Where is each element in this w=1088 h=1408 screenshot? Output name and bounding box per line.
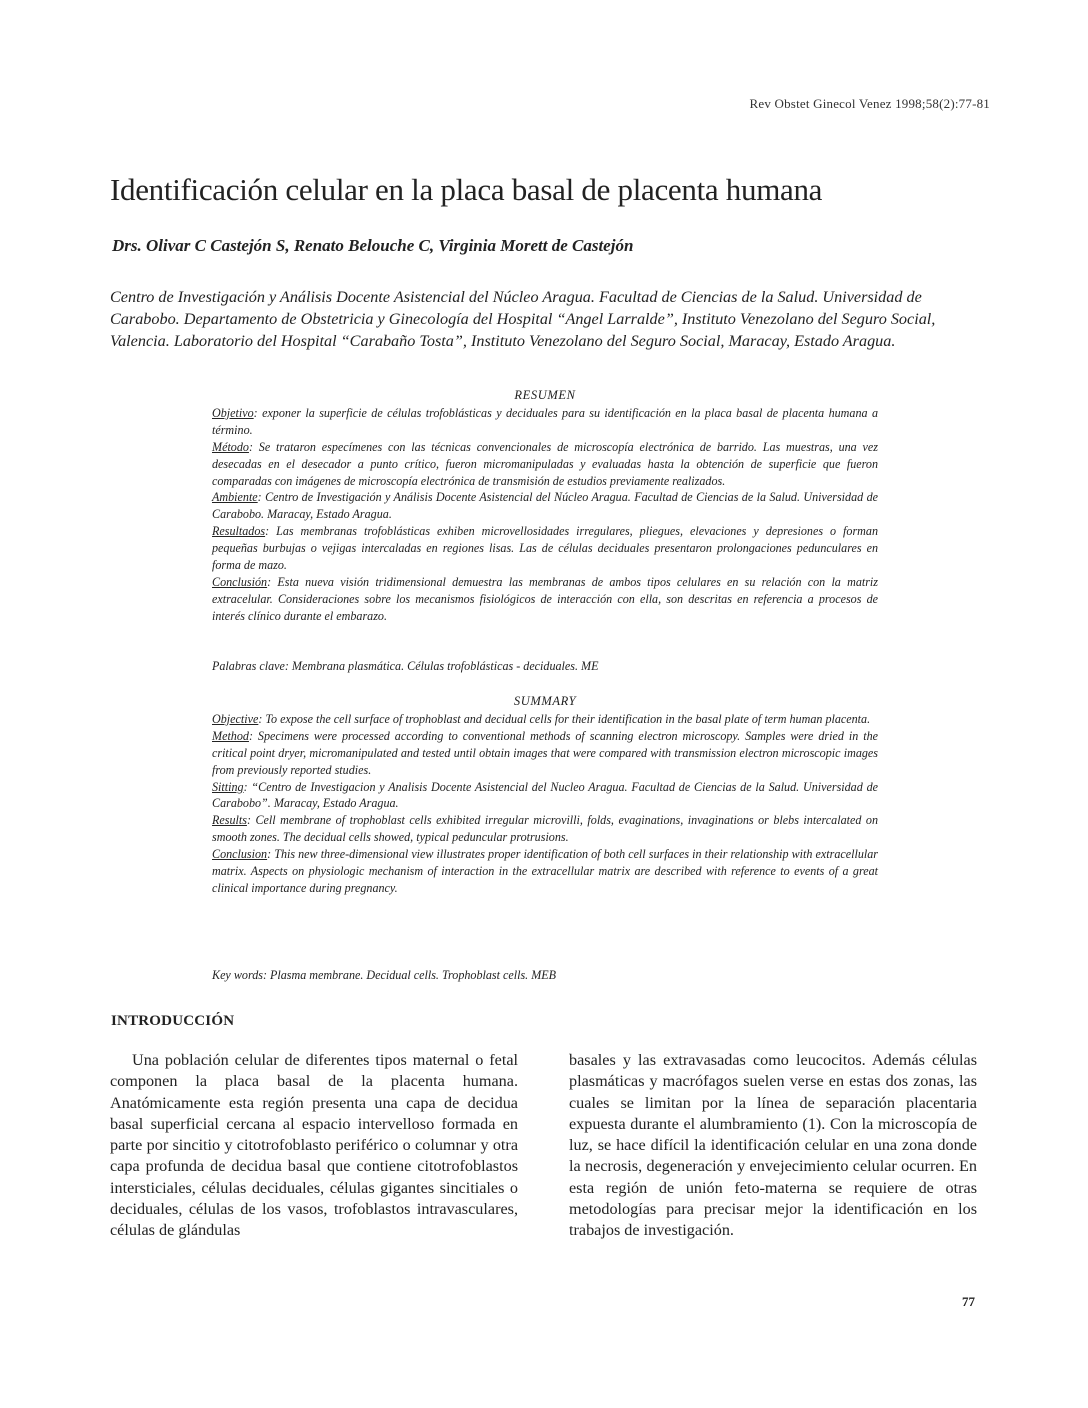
resumen-keywords: Palabras clave: Membrana plasmática. Células trofoblásticas - deciduales. ME (212, 659, 599, 673)
summary-results-label: Results (212, 813, 247, 828)
resumen-resultados-label: Resultados (212, 524, 266, 539)
resumen-objetivo (212, 405, 878, 439)
article-title: Identificación celular en la placa basal de placenta humana (110, 172, 823, 207)
resumen-objetivo-text: : exponer la superficie de células trofoblásticas y deciduales para su identificación en la placa basal de placenta humana a término. (212, 405, 878, 437)
summary-method-label: Method (212, 728, 249, 743)
summary-conclusion-text: : This new three-dimensional view illustrates proper identification of both cell surfaces in their relationship with extracellular matrix. Aspects on physiologic mechanism of interaction in the extracellular matrix are described with reference to events of a great clinical importance during pregnancy. (212, 847, 878, 895)
summary-block (212, 693, 878, 897)
summary-results (212, 812, 878, 846)
summary-conclusion-label: Conclusion (212, 847, 268, 862)
introduction-left-column: Una población celular de diferentes tipos maternal o fetal componen la placa basal de la placenta humana. Anatómicamente esta región presenta una capa de decidua basal superficial cercana al espacio intervelloso formada en parte por sincitio y citotrofoblasto periférico o columnar y otra capa profunda de decidua basal que contiene citotrofoblastos intersticiales, células deciduales, células gigantes sincitiales o deciduales, células de los vasos, trofoblastos intravasculares, células de glándulas (110, 1051, 518, 1240)
resumen-ambiente-label: Ambiente (212, 490, 258, 505)
summary-sitting-text: : “Centro de Investigacion y Analisis Docente Asistencial del Nucleo Aragua. Facultad de Ciencias de la Salud. Universidad de Carabobo”. Maracay, Estado Aragua. (212, 779, 878, 811)
summary-method-text: : Specimens were processed according to conventional methods of scanning electron microscopy. Samples were dried in the critical point dryer, micromanipulated and tested until obtain images that were compared with transmission electron microscopic images from previously reported studies. (212, 728, 878, 777)
resumen-conclusion-text: : Esta nueva visión tridimensional demuestra las membranas de ambos tipos celulares en su relación con la matriz extracelular. Consideraciones sobre los mecanismos fisiológicos de interacción con ella, son descritas en referencia a procesos de interés clínico durante el embarazo. (212, 574, 878, 623)
summary-sitting (212, 779, 878, 813)
resumen-heading: RESUMEN (514, 388, 576, 402)
summary-objective-text: : To expose the cell surface of trophoblast and decidual cells for their identification in the basal plate of term human placenta. (258, 711, 871, 726)
page-number: 77 (962, 1294, 975, 1309)
resumen-resultados-text: : Las membranas trofoblásticas exhiben microvellosidades irregulares, pliegues, elevaciones y depresiones o forman pequeñas burbujas o vejigas intercaladas en regiones lisas. Las de células deciduales presentaron prolongaciones pedunculares en forma de mazo. (212, 524, 878, 573)
summary-results-text: : Cell membrane of trophoblast cells exhibited irregular microvilli, folds, evaginations, invaginations or blebs intercalated on smooth zones. The decidual cells showed, typical peduncular protrusions. (212, 813, 878, 845)
resumen-ambiente (212, 489, 878, 523)
summary-heading: SUMMARY (513, 694, 577, 708)
summary-keywords: Key words: Plasma membrane. Decidual cells. Trophoblast cells. MEB (212, 968, 557, 982)
resumen-ambiente-text: : Centro de Investigación y Análisis Docente Asistencial del Núcleo Aragua. Facultad de Ciencias de la Salud. Universidad de Carabobo. Maracay, Estado Aragua. (212, 490, 878, 522)
introduction-right-column: basales y las extravasadas como leucocitos. Además células plasmáticas y macrófagos suelen verse en estas dos zonas, las cuales se limitan por la línea de separación placentaria expuesta durante el alumbramiento (1). Con la microscopía de luz, se hace difícil la identificación celular en una zona donde la necrosis, degeneración y envejecimiento celular ocurren. En esta región de unión feto-materna se requiere de otras metodologías para precisar mejor la identificación en los trabajos de investigación. (569, 1051, 977, 1240)
resumen-resultados (212, 523, 878, 574)
resumen-conclusion (212, 574, 878, 625)
resumen-metodo (212, 439, 878, 490)
resumen-block (212, 387, 878, 625)
resumen-conclusion-label: Conclusión (212, 574, 268, 589)
summary-method (212, 728, 878, 779)
summary-objective-label: Objective (212, 711, 259, 726)
resumen-metodo-label: Método (212, 439, 249, 454)
summary-conclusion (212, 846, 878, 897)
journal-citation: Rev Obstet Ginecol Venez 1998;58(2):77-81 (749, 96, 990, 111)
introduction-heading: INTRODUCCIÓN (111, 1013, 235, 1029)
article-authors: Drs. Olivar C Castejón S, Renato Belouche C, Virginia Morett de Castejón (112, 236, 634, 255)
resumen-metodo-text: : Se trataron especímenes con las técnicas convencionales de microscopía electrónica de barrido. Las muestras, una vez desecadas en el desecador a punto crítico, fueron micromanipuladas y evaluadas hasta la obtención de superficie que fueron comparadas con imágenes de microscopía electrónica de transmisión de estudios previamente realizados. (212, 439, 878, 488)
resumen-objetivo-label: Objetivo (212, 405, 254, 420)
author-affiliation: Centro de Investigación y Análisis Docente Asistencial del Núcleo Aragua. Facultad de Ciencias de la Salud. Universidad de Carabobo. Departamento de Obstetricia y Ginecología del Hospital “Angel Larralde”, Instituto Venezolano del Seguro Social, Valencia. Laboratorio del Hospital “Carabaño Tosta”, Instituto Venezolano del Seguro Social, Maracay, Estado Aragua. (110, 288, 936, 350)
summary-objective (212, 711, 878, 728)
summary-sitting-label: Sitting (212, 779, 244, 794)
